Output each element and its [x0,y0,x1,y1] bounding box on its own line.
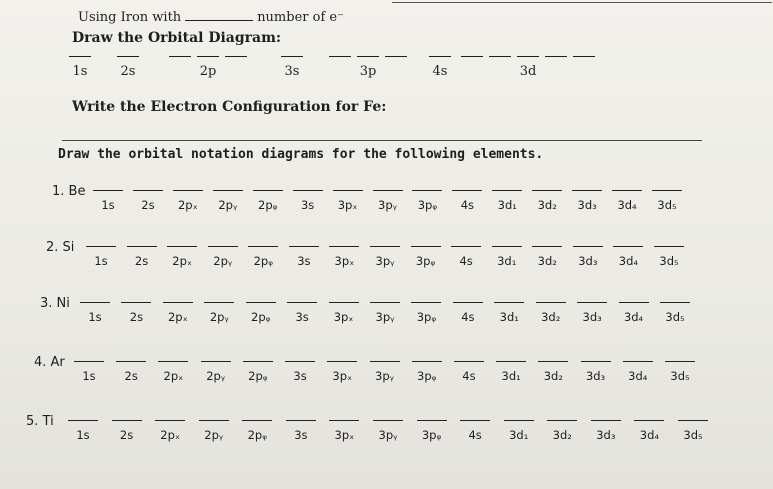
orbital-blank[interactable] [93,190,123,191]
orbital-label: 2pᵩ [251,310,271,324]
orbital-blank[interactable] [213,190,243,191]
orbital-label: 1s [101,198,115,212]
orbital-diagram-blank[interactable] [117,56,139,57]
orbital-label: 3d₃ [578,254,598,268]
orbital-blank[interactable] [453,302,483,303]
element-label: 5. Ti [26,414,54,429]
orbital-blank[interactable] [208,246,238,247]
orbital-blank[interactable] [243,361,273,362]
orbital-label: 2s [119,428,134,442]
orbital-blank[interactable] [494,302,524,303]
orbital-label: 3d₃ [596,428,616,442]
orbital-diagram-blank[interactable] [197,56,219,57]
orbital-diagram-blank[interactable] [517,56,539,57]
electron-config-heading: Write the Electron Configuration for Fe: [72,99,387,115]
orbital-blank[interactable] [370,302,400,303]
orbital-label: 2pₓ [177,198,198,212]
orbital-label: 3d₅ [659,254,679,268]
orbital-blank[interactable] [293,190,323,191]
element-row [0,414,773,454]
orbital-blank[interactable] [68,420,98,421]
orbital-label: 1s [82,369,96,383]
orbital-diagram-blank[interactable] [489,56,511,57]
orbital-diagram-heading: Draw the Orbital Diagram: [72,30,282,46]
orbital-blank[interactable] [246,302,276,303]
orbital-label: 4s [460,198,474,212]
orbital-label: 3d₃ [577,198,597,212]
orbital-blank[interactable] [652,190,682,191]
orbital-blank[interactable] [242,420,272,421]
orbital-blank[interactable] [412,190,442,191]
orbital-label: 3d₄ [618,254,639,268]
orbital-label: 2pᵧ [209,310,229,324]
orbital-label: 3d₁ [501,369,521,383]
orbital-label: 3d₂ [552,428,572,442]
orbital-blank[interactable] [612,190,642,191]
orbital-blank[interactable] [253,190,283,191]
orbital-label: 3d₄ [617,198,637,212]
orbital-label: 3pₓ [334,254,355,268]
orbital-diagram-label: 4s [432,64,448,79]
orbital-label: 2pₓ [167,310,188,324]
orbital-blank[interactable] [619,302,649,303]
orbital-label: 3pᵩ [415,254,436,268]
orbital-diagram-label: 2s [120,64,136,79]
orbital-blank[interactable] [665,361,695,362]
orbital-label: 3s [297,254,311,268]
orbital-label: 1s [76,428,90,442]
orbital-diagram-blank[interactable] [357,56,379,57]
orbital-blank[interactable] [452,190,482,191]
orbital-diagram-label: 3p [359,64,377,79]
orbital-blank[interactable] [411,302,441,303]
orbital-blank[interactable] [536,302,566,303]
orbital-blank[interactable] [86,246,116,247]
orbital-blank[interactable] [572,190,602,191]
orbital-blank[interactable] [492,190,522,191]
orbital-label: 3d₄ [639,428,660,442]
orbital-blank[interactable] [121,302,151,303]
element-row [0,240,773,280]
orbital-label: 4s [462,369,476,383]
orbital-diagram-blank[interactable] [545,56,567,57]
orbital-blank[interactable] [80,302,110,303]
orbital-diagram-blank[interactable] [385,56,407,57]
orbital-blank[interactable] [591,420,621,421]
orbital-label: 3d₄ [628,369,648,383]
orbital-label: 3s [294,428,308,442]
orbital-diagram-blank[interactable] [225,56,247,57]
orbital-blank[interactable] [74,361,104,362]
orbital-blank[interactable] [623,361,653,362]
orbital-label: 3pₓ [334,428,355,442]
element-label: 4. Ar [34,355,65,370]
orbital-label: 3d₃ [585,369,606,383]
orbital-diagram-blank[interactable] [69,56,91,57]
orbital-label: 3d₄ [623,310,644,324]
orbital-blank[interactable] [158,361,188,362]
orbital-diagram-blank[interactable] [461,56,483,57]
orbital-blank[interactable] [660,302,690,303]
orbital-diagram-label: 1s [72,64,88,79]
orbital-label: 4s [468,428,482,442]
intro-prefix: Using Iron with [78,10,182,25]
orbital-blank[interactable] [417,420,447,421]
orbital-label: 2pᵧ [213,254,233,268]
orbital-diagram-label: 3d [519,64,537,79]
orbital-label: 2s [129,310,144,324]
orbital-blank[interactable] [547,420,577,421]
orbital-label: 3d₅ [665,310,685,324]
orbital-blank[interactable] [460,420,490,421]
orbital-label: 2s [134,254,149,268]
orbital-notation-heading: Draw the orbital notation diagrams for the following elements. [58,147,544,162]
orbital-blank[interactable] [155,420,185,421]
orbital-blank[interactable] [581,361,611,362]
orbital-blank[interactable] [333,190,363,191]
orbital-diagram-label: 3s [284,64,300,79]
orbital-label: 2s [124,369,138,383]
orbital-label: 3pₓ [332,369,353,383]
orbital-diagram-label: 2p [199,64,217,79]
orbital-label: 2pₓ [163,369,184,383]
orbital-label: 4s [461,310,475,324]
orbital-blank[interactable] [373,190,403,191]
orbital-label: 2pᵩ [248,369,268,383]
orbital-label: 3d₁ [499,310,519,324]
top-divider [392,2,772,3]
orbital-label: 2pᵧ [206,369,226,383]
orbital-blank[interactable] [285,361,315,362]
orbital-blank[interactable] [613,246,643,247]
orbital-label: 3d₃ [582,310,602,324]
orbital-label: 3d₅ [657,198,677,212]
orbital-blank[interactable] [654,246,684,247]
orbital-blank[interactable] [127,246,157,247]
orbital-blank[interactable] [133,190,163,191]
orbital-blank[interactable] [167,246,197,247]
orbital-label: 2pᵧ [218,198,238,212]
orbital-label: 3s [295,310,309,324]
orbital-label: 3s [293,369,307,383]
orbital-label: 2pᵩ [247,428,267,442]
orbital-blank[interactable] [173,190,203,191]
worksheet-intro [78,8,344,25]
orbital-label: 3pᵩ [417,369,437,383]
orbital-blank[interactable] [678,420,708,421]
orbital-blank[interactable] [287,302,317,303]
orbital-label: 3pᵧ [375,254,395,268]
orbital-blank[interactable] [289,246,319,247]
orbital-diagram-blank[interactable] [573,56,595,57]
orbital-label: 3pᵧ [375,310,395,324]
orbital-label: 3pᵩ [416,310,437,324]
element-row [0,184,773,224]
orbital-label: 4s [459,254,473,268]
electron-count-blank[interactable] [185,8,253,21]
orbital-blank[interactable] [454,361,484,362]
orbital-blank[interactable] [248,246,278,247]
orbital-blank[interactable] [577,302,607,303]
orbital-blank[interactable] [634,420,664,421]
orbital-label: 2pₓ [160,428,181,442]
orbital-blank[interactable] [573,246,603,247]
orbital-label: 3pᵧ [375,369,394,383]
orbital-blank[interactable] [411,246,441,247]
orbital-blank[interactable] [370,246,400,247]
orbital-blank[interactable] [532,246,562,247]
orbital-label: 3pᵧ [378,198,397,212]
orbital-diagram-blank[interactable] [281,56,303,57]
orbital-blank[interactable] [163,302,193,303]
orbital-blank[interactable] [373,420,403,421]
orbital-blank[interactable] [496,361,526,362]
orbital-blank[interactable] [538,361,568,362]
orbital-label: 1s [88,310,102,324]
element-label: 1. Be [52,184,86,199]
orbital-label: 3d₁ [497,254,517,268]
orbital-label: 3s [300,198,315,212]
orbital-label: 3pᵩ [421,428,442,442]
orbital-label: 1s [94,254,108,268]
orbital-label: 3pₓ [333,310,354,324]
orbital-label: 3d₂ [543,369,563,383]
orbital-blank[interactable] [329,420,359,421]
orbital-blank[interactable] [532,190,562,191]
orbital-blank[interactable] [112,420,142,421]
element-label: 2. Si [46,240,75,255]
orbital-blank[interactable] [204,302,234,303]
orbital-blank[interactable] [492,246,522,247]
orbital-diagram-blank[interactable] [429,56,451,57]
orbital-label: 3d₂ [541,310,561,324]
orbital-label: 2pᵩ [253,254,273,268]
orbital-diagram-blank[interactable] [329,56,351,57]
orbital-blank[interactable] [199,420,229,421]
orbital-blank[interactable] [412,361,442,362]
orbital-blank[interactable] [286,420,316,421]
orbital-blank[interactable] [116,361,146,362]
orbital-label: 3d₁ [497,198,517,212]
orbital-label: 3pᵩ [417,198,438,212]
orbital-blank[interactable] [370,361,400,362]
element-row [0,355,773,395]
orbital-label: 2s [141,198,155,212]
orbital-label: 3d₁ [509,428,529,442]
orbital-blank[interactable] [201,361,231,362]
orbital-label: 3d₅ [683,428,703,442]
orbital-blank[interactable] [504,420,534,421]
electron-config-answer-line[interactable] [62,140,702,141]
element-label: 3. Ni [40,296,70,311]
orbital-label: 2pᵧ [204,428,224,442]
orbital-blank[interactable] [451,246,481,247]
orbital-label: 3d₂ [537,198,557,212]
orbital-blank[interactable] [327,361,357,362]
orbital-blank[interactable] [329,246,359,247]
orbital-label: 2pₓ [172,254,193,268]
orbital-blank[interactable] [329,302,359,303]
orbital-diagram-row [0,56,773,86]
orbital-diagram-blank[interactable] [169,56,191,57]
intro-suffix: number of e⁻ [257,10,344,25]
orbital-label: 3pₓ [337,198,358,212]
orbital-label: 3pᵧ [378,428,398,442]
orbital-label: 3d₂ [537,254,557,268]
orbital-label: 3d₅ [670,369,690,383]
orbital-label: 2pᵩ [258,198,278,212]
element-row [0,296,773,336]
